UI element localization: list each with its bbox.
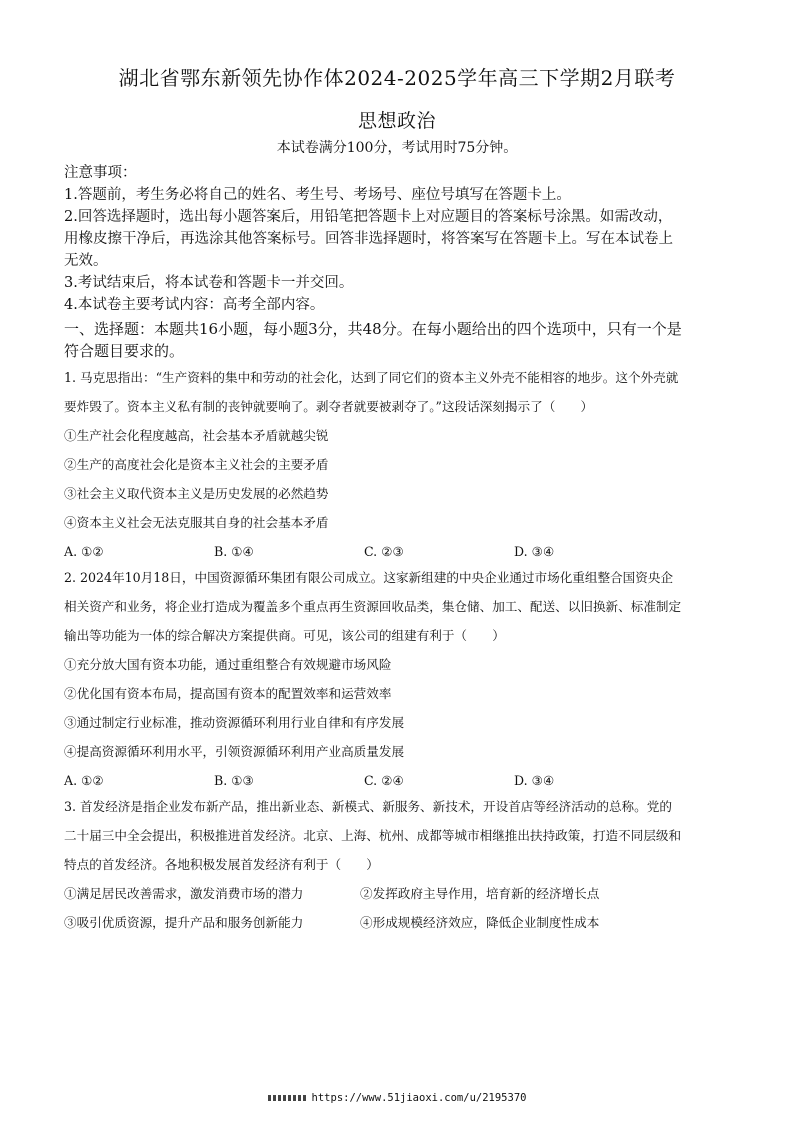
statement-item: ②优化国有资本布局，提高国有资本的配置效率和运营效率 <box>64 686 392 701</box>
choice-a: A. ①② <box>64 544 104 559</box>
note-item: 4.本试卷主要考试内容：高考全部内容。 <box>64 297 325 313</box>
choice-a: A. ①② <box>64 773 104 788</box>
footer <box>0 1092 794 1104</box>
choice-d: D. ③④ <box>514 773 555 788</box>
statement-item: ①生产社会化程度越高，社会基本矛盾就越尖锐 <box>64 428 329 443</box>
question-2 <box>64 563 684 795</box>
statement-item: ④资本主义社会无法克服其自身的社会基本矛盾 <box>64 515 329 530</box>
choice-c: C. ②④ <box>364 773 404 788</box>
question-1 <box>64 363 684 566</box>
question-stem: 3. 首发经济是指企业发布新产品，推出新业态、新模式、新服务、新技术，开设首店等经济活动的总称。党的二十届三中全会提出，积极推进首发经济。北京、上海、杭州、成都等城市相继推出扶持政策，打造不同层级和特点的首发经济。各地积极发展首发经济有利于（ ） <box>64 799 682 872</box>
notes-heading: 注意事项： <box>64 165 137 181</box>
exam-title: 湖北省鄂东新领先协作体2024-2025学年高三下学期2月联考 <box>118 66 676 90</box>
statement-row <box>64 879 684 908</box>
subject-title: 思想政治 <box>357 110 436 132</box>
choice-d: D. ③④ <box>514 544 555 559</box>
note-item: 3.考试结束后，将本试卷和答题卡一并交回。 <box>64 275 354 291</box>
notes-section <box>64 162 684 316</box>
answer-choices <box>64 766 684 795</box>
footer-url[interactable]: https://www.51jiaoxi.com/u/2195370 <box>311 1092 527 1104</box>
statement-item: ③通过制定行业标准，推动资源循环利用行业自律和有序发展 <box>64 715 405 730</box>
note-item: 2.回答选择题时，选出每小题答案后，用铅笔把答题卡上对应题目的答案标号涂黑。如需改动，用橡皮擦干净后，再选涂其他答案标号。回答非选择题时，将答案写在答题卡上。写在本试卷上无效。 <box>64 209 673 269</box>
statement-item: ③吸引优质资源，提升产品和服务创新能力 <box>64 915 304 930</box>
section-heading: 一、选择题：本题共16小题，每小题3分，共48分。在每小题给出的四个选项中，只有一个是符合题目要求的。 <box>64 320 682 360</box>
exam-info: 本试卷满分100分，考试用时75分钟。 <box>276 140 518 156</box>
statement-row <box>64 908 684 937</box>
choice-b: B. ①③ <box>214 773 254 788</box>
answer-choices <box>64 537 684 566</box>
choice-b: B. ①④ <box>214 544 254 559</box>
choice-c: C. ②③ <box>364 544 404 559</box>
watermark-stamp-icon <box>268 1095 306 1101</box>
statement-item: ①充分放大国有资本功能，通过重组整合有效规避市场风险 <box>64 657 392 672</box>
question-stem: 2. 2024年10月18日，中国资源循环集团有限公司成立。这家新组建的中央企业通过市场化重组整合国资央企相关资产和业务，将企业打造成为覆盖多个重点再生资源回收品类，集仓储、加工、配送、以旧换新、标准制定输出等功能为一体的综合解决方案提供商。可见，该公司的组建有利于（ ） <box>64 570 682 643</box>
statement-item: ④形成规模经济效应，降低企业制度性成本 <box>360 915 600 930</box>
statement-item: ②发挥政府主导作用，培育新的经济增长点 <box>360 886 600 901</box>
statement-item: ④提高资源循环利用水平，引领资源循环利用产业高质量发展 <box>64 744 405 759</box>
note-item: 1.答题前，考生务必将自己的姓名、考生号、考场号、座位号填写在答题卡上。 <box>64 187 571 203</box>
statement-item: ①满足居民改善需求，激发消费市场的潜力 <box>64 886 304 901</box>
question-stem: 1. 马克思指出：“生产资料的集中和劳动的社会化，达到了同它们的资本主义外壳不能相容的地步。这个外壳就要炸毁了。资本主义私有制的丧钟就要响了。剥夺者就要被剥夺了。”这段话深刻揭示了（ ） <box>64 370 679 414</box>
question-3 <box>64 792 684 937</box>
statement-item: ③社会主义取代资本主义是历史发展的必然趋势 <box>64 486 329 501</box>
statement-item: ②生产的高度社会化是资本主义社会的主要矛盾 <box>64 457 329 472</box>
